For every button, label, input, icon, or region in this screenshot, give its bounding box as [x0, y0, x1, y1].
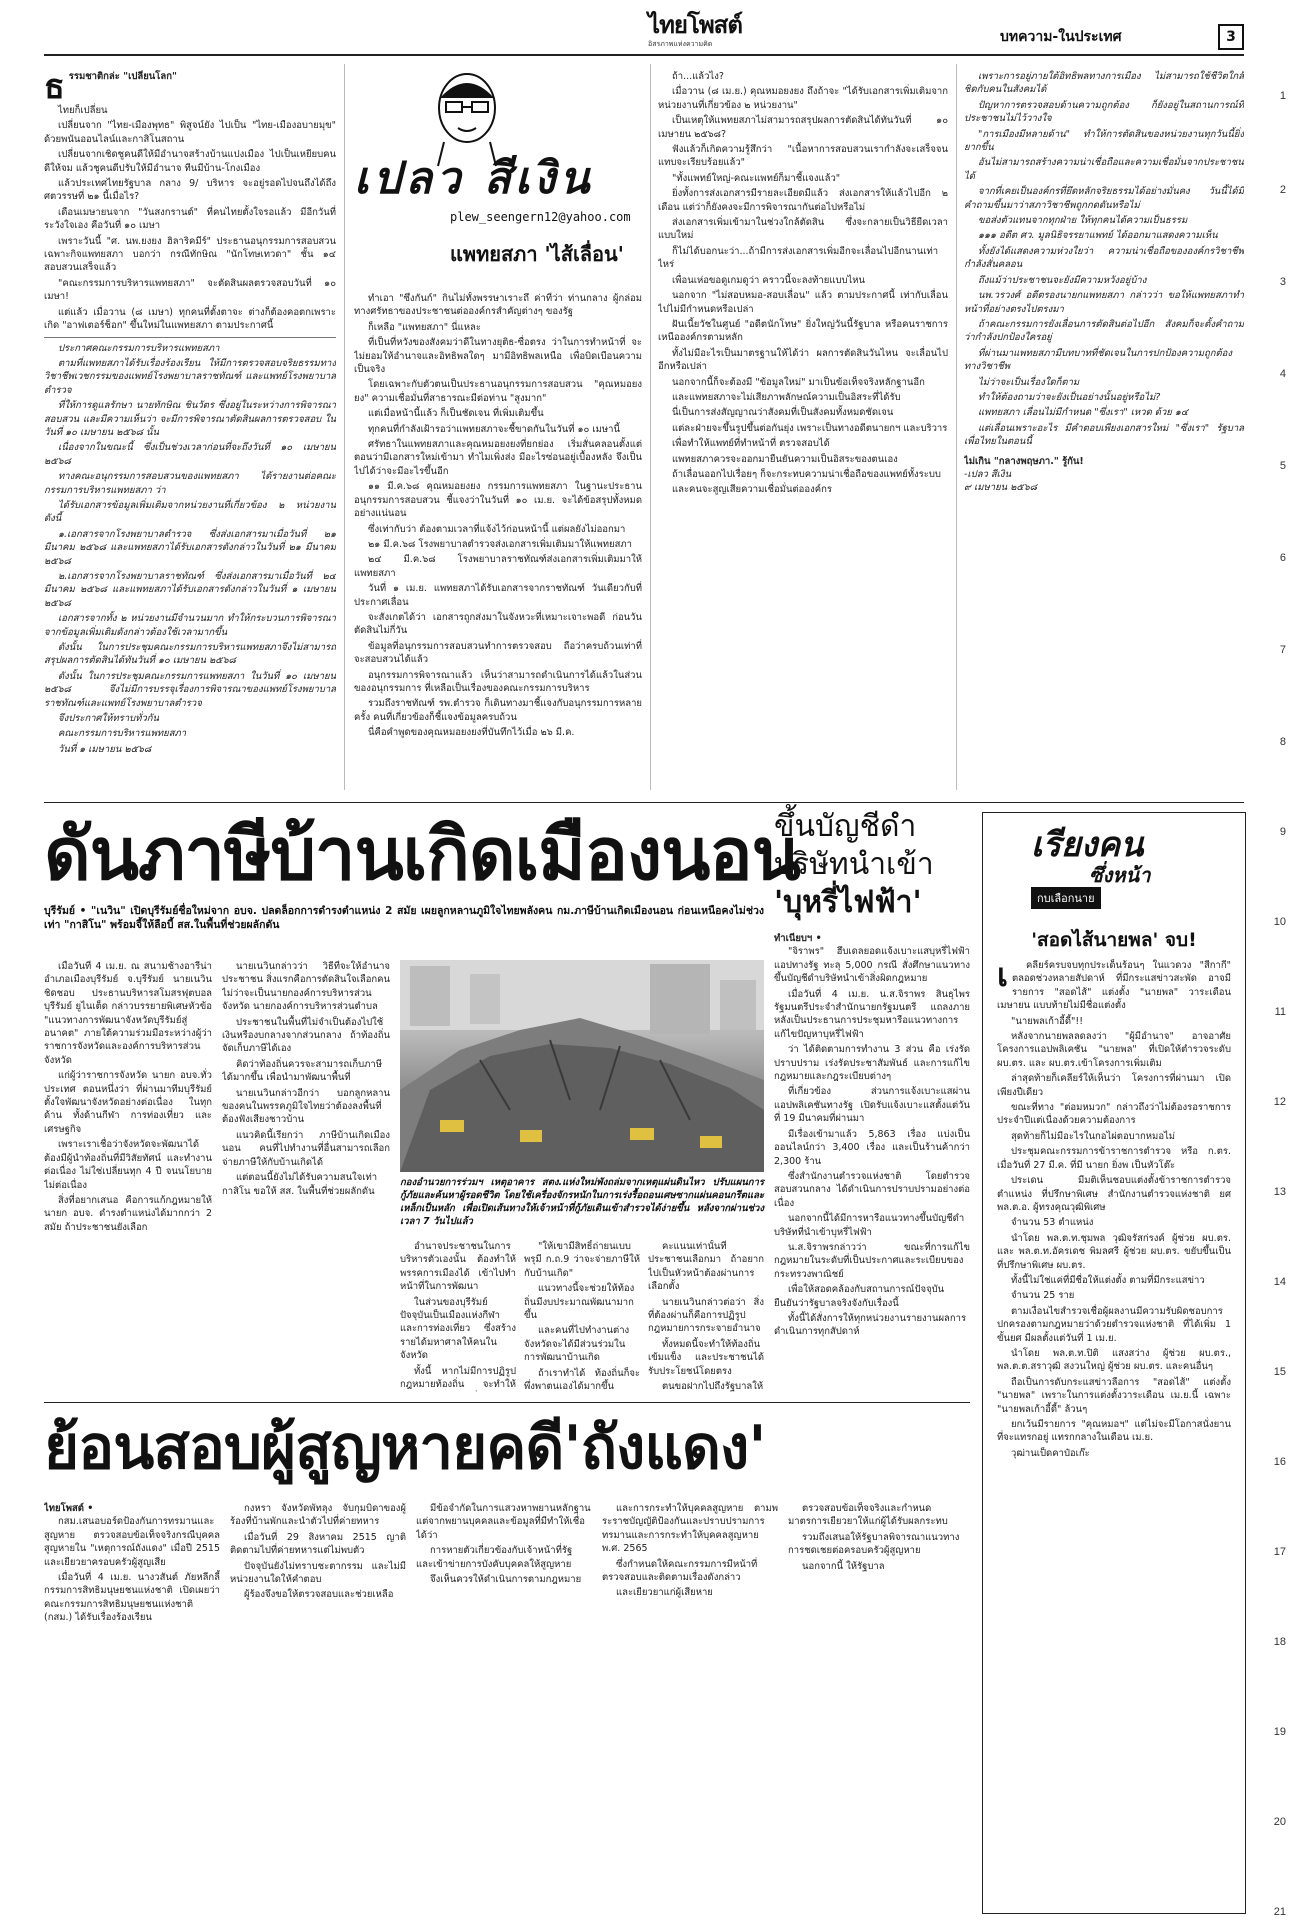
section-rule-2 [44, 1402, 970, 1403]
paragraph: ๒๑ มี.ค.๖๘ โรงพยาบาลตำรวจส่งเอกสารเพิ่มเติมมาให้แพทยสภา [368, 538, 632, 550]
paragraph: โดยเฉพาะกับตัวตนเป็นประธานอนุกรรมการสอบสวน "คุณหมอยงยง" ความเชื่อมั่นที่สาธารณะมีต่อท่าน "สูงมาก" [354, 379, 642, 404]
paragraph: และคนที่ไปทำงานต่างจังหวัดจะได้มีส่วนร่วมในการพัฒนาบ้านเกิด [524, 1325, 630, 1364]
paragraph: ทำเอา "ซึ่งกันก์" กินไม่ทั้งพรรษาเราะถึ ค่าที่ว่า ท่านกลาง ผู้กล่อมทางศรัทธาของประชาชนต่อองค์กรสำคัญต่างๆ ของรัฐ [354, 293, 642, 318]
paragraph: เมื่อวันที่ 4 เม.ย. นางวสันต์ ภัยหลีกลี้ กรรมการสิทธิมนุษยชนแห่งชาติ เปิดเผยว่า คณะกรรมการสิทธิมนุษยชนแห่งชาติ (กสม.) ได้รับเรื่องร้องเรียน [44, 1572, 220, 1624]
paragraph: ทั้งนี้ไม่ใช่แค่ที่มีชื่อให้แต่งตั้ง ตามที่มีกระแสข่าว [1011, 1274, 1205, 1286]
paragraph: วุฒ่านเป็ดคาป๋อเก๊ะ [1011, 1447, 1090, 1459]
section-title: บทความ-ในประเทศ [1000, 29, 1122, 45]
paragraph: ทำให้ต้องถามว่าจะยังเป็นอย่างนั้นอยู่หรือไม่? [978, 391, 1161, 403]
paragraph: "จิราพร" ฮึบเดลยอดแจ้งเบาะแสบุหรี่ไฟฟ้า แอปทางรัฐ ทะลุ 5,000 กรณี สั่งศึกษาแนวทางขึ้นบัญชีดำบริษัทนำเข้าสิ่งผิดกฎหมาย [774, 946, 970, 985]
paragraph: ประกาศคณะกรรมการบริหารแพทยสภา [58, 342, 220, 354]
paragraph: ก็เหลือ "แพทยสภา" นี่แหละ [368, 321, 481, 333]
paragraph: นำโดย พล.ต.ท.ปิติ แสงสว่าง ผู้ช่วย ผบ.ตร., พล.ต.ต.สราวุฒิ สงวนใหญ่ ผู้ช่วย ผบ.ตร. และคนอื่นๆ [997, 1347, 1231, 1373]
column-col-2 [354, 292, 642, 790]
paragraph: อนุกรรมการพิจารณาแล้ว เห็นว่าสามารถดำเนินการได้แล้วในส่วนของอนุกรรมการ ที่เหลือเป็นเรื่องของคณะกรรมการบริหาร [354, 669, 642, 694]
paragraph: ซึ่งเท่ากับว่า ต้องตามเวลาที่แจ้งไว้ก่อนหน้านี้ แต่ผลยังไม่ออกมา [368, 523, 626, 535]
paragraph: เอกสารจากทั้ง ๒ หน่วยงานมีจำนวนมาก ทำให้กระบวนการพิจารณาจากข้อมูลเพิ่มเติมดังกล่าวต้องใช้เวลามากขึ้น [44, 613, 336, 638]
signoff-line-2: -เปลว สีเงิน [964, 468, 1012, 480]
logo-text: ไทยโพสต์ [648, 10, 742, 39]
paragraph: ๑๑๑ อดีต ศว. มูลนิธิจรรยาแพทย์ ได้ออกมาแสดงความเห็น [978, 230, 1218, 242]
paragraph: ตามที่แพทยสภาได้รับเรื่องร้องเรียน ให้มีการตรวจสอบจริยธรรมทางวิชาชีพเวชกรรมของแพทย์โรงพยาบาลราชทัณฑ์ และแพทย์โรงพยาบาลตำรวจ [44, 357, 336, 396]
paragraph: เพราะวันนี้ "ศ. นพ.ยงยง ฮิลาริคมีร์" ประธานอนุกรรมการสอบสวนเฉพาะกิจแพทยสภา บอกว่า กรณีทักษิณ "นักโทษเทวดา" ชั้น ๑๔ สอบสวนเสร็จแล้ว [44, 235, 336, 274]
story1-col-3 [400, 1240, 516, 1392]
signoff-line-1: ไม่เกิน "กลางพฤษภา." รู้กัน! [964, 455, 1084, 467]
paragraph: รวมถึงราชทัณฑ์ รพ.ตำรวจ ก็เดินทางมาชี้แจงกับอนุกรรมการหลายครั้ง คนที่เกี่ยวข้องก็ชี้แจงข้อมูลครบถ้วน [354, 698, 642, 723]
story2-headline-2: บริษัทนำเข้า [774, 847, 934, 882]
paragraph: "ให้เขามีสิทธิ์ถ่ายนเบบพรุมี ก.ถ.9 ว่าจะจ่ายภาษีให้กับบ้านเกิด" [524, 1241, 640, 1279]
paragraph: อันไม่สามารถสร้างความน่าเชื่อถือและความเชื่อมั่นจากประชาชนได้ [964, 157, 1244, 182]
announcement-divider [44, 337, 336, 338]
columnist-email: plew_seengern12@yahoo.com [450, 210, 631, 224]
paragraph: จากที่เคยเป็นองค์กรที่ยึดหลักจริยธรรมได้อย่างมั่นคง วันนี้ได้มีคำถามขึ้นมาว่าสภาวิชาชีพถูกกดดันหรือไม่ [964, 186, 1244, 211]
paragraph: ทั้งนี้ได้สั่งการให้ทุกหน่วยงานรายงานผลการดำเนินการทุกสัปดาห์ [774, 1312, 967, 1338]
paragraph: ในส่วนของบุรีรัมย์ ปัจจุบันเป็นเมืองแห่งกีฬา และการท่องเที่ยว ซึ่งสร้างรายได้มหาศาลให้คนในจังหวัด [400, 1296, 516, 1362]
story1-headline: ดันภาษีบ้านเกิดเมืองนอน [44, 812, 800, 896]
story2-headline-1: ขึ้นบัญชีดำ [774, 809, 917, 844]
photo-caption: กองอำนวยการร่วมฯ เหตุอาคาร สตง.แห่งใหม่พังถล่มจากเหตุแผ่นดินไหว ปรับแผนการกู้ภัยและค้นหาผู้รอดชีวิต โดยใช้เครื่องจักรหนักในการเร่งรื้อถอนเศษซากแผ่นคอนกรีตและเหล็กเป็นหลัก เพื่อเปิดเส้นทางให้เจ้าหน้าที่กู้ภัยเดินเข้าสำรวจได้ง่ายขึ้น หลังจากผ่านช่วงเวลา 7 วันไปแล้ว [400, 1177, 764, 1227]
column-col-1-paragraphs [44, 104, 336, 333]
sidebar-logo-main: เรียงคน [1031, 825, 1144, 865]
paragraph: ว่า ได้ติดตามการทำงาน 3 ส่วน คือ เร่งรัดปราบปราม เร่งรัดประชาสัมพันธ์ และการแก้ไขกฎหมายและกฎระเบียบต่างๆ [774, 1044, 970, 1083]
paragraph: สุดท้ายก็ไม่มีอะไรในกอไผ่ตอบากหมอไม่ [1011, 1130, 1176, 1142]
paragraph: ไม่ว่าจะเป็นเรื่องใดก็ตาม [978, 376, 1080, 388]
paragraph: ที่เกี่ยวข้อง ส่วนการแจ้งเบาะแสผ่านแอปพลิเคชันทางรัฐ เปิดรับแจ้งเบาะแสตั้งแต่วันที่ 19 มีนาคมที่ผ่านมา [774, 1086, 970, 1125]
story2-body [774, 932, 970, 1392]
column-title: แพทยสภา 'ไส้เลื่อน' [450, 242, 624, 266]
column-drop-cap: ธ [44, 70, 65, 104]
announcement-paragraphs [44, 342, 336, 757]
section-rule-1 [44, 802, 1244, 803]
paragraph: นี่คือคำพูดของคุณหมอยงยงที่บันทึกไว้เมื่อ ๒๖ มี.ค. [368, 727, 575, 739]
paragraph: วันที่ ๑ เมษายน ๒๕๖๘ [58, 743, 152, 755]
logo [648, 12, 788, 52]
paragraph: ยิ่งทั้งการส่งเอกสารมีรายละเอียดมีแล้ว ส่งเอกสารให้แล้วไปอีก ๒ เดือน แต่ว่าก็ยังคงจะมีการพิจารณากันต่อไปหรือไม่ [658, 188, 948, 213]
story-e-cigarette [774, 808, 970, 1398]
paragraph: ที่ให้การดูแลรักษา นายทักษิณ ชินวัตร ซึ่งอยู่ในระหว่างการพิจารณาสอบสวน และมีความเห็นว่า จะมีการพิจารณาตัดสินผลการตรวจสอบ ในวันที่ ๑๐ เมษายน ๒๕๖๘ นั้น [44, 400, 336, 438]
paragraph: กสม.เสนอบอร์ดป้องกันการทรมานและสูญหาย ตรวจสอบข้อเท็จจริงกรณีบุคคลสูญหายใน "เหตุการณ์ถังแดง" เมื่อปี 2515 และเยียวยาครอบครัวผู้สูญเสีย [44, 1516, 220, 1568]
story1-col-1 [44, 960, 212, 1392]
story3-col-5 [788, 1502, 970, 1906]
paragraph: "คณะกรรมการบริหารแพทยสภา" จะตัดสินผลตรวจสอบวันที่ ๑๐ เมษา! [44, 277, 336, 303]
paragraph: เพื่อทำให้แพทย์ที่ทำหน้าที่ ตรวจสอบได้ [672, 438, 830, 450]
paragraph: ทุกคนที่กำลังเฝ้ารอว่าแพทยสภาจะชี้ขาดกันในวันที่ ๑๐ เมษานี้ [368, 423, 620, 435]
column-lead-row [44, 70, 336, 104]
paragraph: แต่เลื่อนเพราะอะไร มีคำตอบเพียงเอกสารใหม่ "ซึ่งเรา" รัฐบาลเพื่อไทยในตอนนี้ [964, 422, 1244, 448]
collapse-site-photo [400, 960, 764, 1172]
paragraph: ปัญหาการตรวจสอบด้านความถูกต้อง ก็ยังอยู่ในสถานการณ์ที่ประชาชนไม่ไว้วางใจ [964, 99, 1244, 125]
paragraph: คลียร์ครบจบทุกประเด็นร้อนๆ ในแวดวง "สีกากี" ตลอดช่วงหลายสัปดาห์ ที่มีกระแสข่าวสะพัด อาจมีรายการ "สอดไส้" แต่งตั้ง "นายพล" วาระเดือนเมษายน แบบท้ายไม่มีชื่อแต่งตั้ง [997, 960, 1231, 1012]
collapsed-building-image [400, 960, 764, 1172]
paragraph: คิดว่าท้องถิ่นควรจะสามารถเก็บภาษีได้มากขึ้น เพื่อนำมาพัฒนาพื้นที่ [222, 1058, 382, 1084]
paragraph: ประเดน มีมติเห็นชอบแต่งตั้งข้าราชการตำรวจ ตำแหน่ง ที่ปรึกษาพิเศษ สำนักงานตำรวจแห่งชาติ ยศ พล.ต.อ. ผู้ทรงคุณวุฒิพิเศษ [997, 1175, 1231, 1213]
paragraph: กงหรา จังหวัดพัทลุง จับกุมบิดาของผู้ร้องที่บ้านพักและนำตัวไปที่ค่ายทหาร [230, 1503, 406, 1528]
paragraph: ๒.เอกสารจากโรงพยาบาลราชทัณฑ์ ซึ่งส่งเอกสารมาเมื่อวันที่ ๒๔ มีนาคม ๒๕๖๘ และแพทยสภาได้รับเอกสารดังกล่าวในวันที่ ๑ เมษายน ๒๕๖๘ [44, 571, 336, 609]
paragraph: แนวทางนี้จะช่วยให้ท้องถิ่นมีงบประมาณพัฒนามากขึ้น [524, 1283, 635, 1322]
column-signoff [964, 455, 1244, 495]
paragraph: นพ.วรวงศ์ อดีตรองนายกแพทยสภา กล่าวว่า ขอให้แพทยสภาทำหน้าที่อย่างตรงไปตรงมา [964, 290, 1244, 315]
paragraph: หลังจากนายพลลดลงว่า "ผู้มีอำนาจ" อาจอาศัยโครงการแอปพลิเคชัน "นายพล" ที่เปิดให้ตำรวจระดับ ผบ.ตร. และ ผบ.ตร.เข้าโครงการเพิ่มเติม [997, 1031, 1231, 1069]
paragraph: แพทยสภาควรจะออกมายืนยันความเป็นอิสระของตนเอง [672, 453, 898, 465]
column-logo-box [354, 68, 642, 278]
paragraph: ดังนั้น ในการประชุมคณะกรรมการแพทยสภา ในวันที่ ๑๐ เมษายน ๒๕๖๘ จึงไม่มีการบรรจุเรื่องการพิจารณาของแพทย์โรงพยาบาลราชทัณฑ์และแพทย์โรงพยาบาลตำรวจ [44, 670, 336, 709]
paragraph: เป็นเหตุให้แพทยสภาไม่สามารถสรุปผลการตัดสินได้ทันวันที่ ๑๐ เมษายน ๒๕๖๘? [658, 115, 948, 140]
paragraph: ถ้าคณะกรรมการยังเลื่อนการตัดสินต่อไปอีก สังคมก็จะตั้งคำถามว่ากำลังปกป้องใครอยู่ [964, 318, 1244, 344]
paragraph: "การเมืองมีหลายด้าน" ทำให้การตัดสินของหน่วยงานทุกวันนี้ยิ่งยากขึ้น [964, 128, 1244, 154]
paragraph: ถ้า...แล้วไง? [672, 71, 724, 82]
paragraph: และการกระทำให้บุคคลสูญหาย ตามพระราชบัญญัติป้องกันและปราบปรามการทรมานและการกระทำให้บุคคลสูญหาย พ.ศ. 2565 [602, 1503, 778, 1555]
story3-dateline: ไทยโพสต์ • [44, 1503, 94, 1514]
paragraph: ส่งเอกสารเพิ่มเข้ามาในช่วงใกล้ตัดสิน ซึ่งจะกลายเป็นวิธียืดเวลาแบบใหม่ [658, 217, 948, 242]
paragraph: ขณะที่ทาง "ต่อมหมวก" กล่าวถึงว่าไม่ต้องรอราชการประจำปีแต่เนื่องด้วยความต้องการ [997, 1102, 1231, 1127]
story3-col-1 [44, 1502, 220, 1906]
story-red-barrel [44, 1406, 970, 1912]
paragraph: เนื่องจากในขณะนี้ ซึ่งเป็นช่วงเวลาก่อนที่จะถึงวันที่ ๑๐ เมษายน ๒๕๖๘ [44, 442, 336, 467]
paragraph: นายเนวินกล่าวต่อว่า สิ่งที่ต้องผ่านก็คือการปฏิรูปกฎหมายการกระจายอำนาจ [648, 1296, 764, 1335]
page-number: 3 [1226, 29, 1236, 45]
paragraph: จึงประกาศให้ทราบทั่วกัน [58, 713, 160, 725]
paragraph: น.ส.จิราพรกล่าวว่า ขณะที่การแก้ไขกฎหมายในระดับที่เป็นประกาศและระเบียบของกระทรวงพาณิชย์ [774, 1241, 970, 1280]
story1-col-5 [648, 1240, 764, 1392]
paragraph: ทั้งหมดนี้จะทำให้ท้องถิ่นเข้มแข็ง และประชาชนได้รับประโยชน์โดยตรง [648, 1338, 764, 1377]
sidebar-police-column [982, 812, 1246, 1914]
sidebar-logo-label: กบเลือกนาย [1031, 887, 1101, 909]
story2-dateline: ทำเนียบฯ • [774, 933, 822, 944]
logo-tagline: อิสรภาพแห่งความคิด [648, 40, 713, 48]
paragraph: แต่แล้ว เมื่อวาน (๘ เมษา) ทุกคนที่ตั้งตาจะ ต่างก็ต้องคอตกเพราะเกิด "อาฟเตอร์ช็อก" ขึ้นใหม่ในแพทยสภา ตามประกาศนี้ [44, 306, 336, 332]
paragraph: การหายตัวเกี่ยวข้องกับเจ้าหน้าที่รัฐ และเข้าข่ายการบังคับบุคคลให้สูญหาย [416, 1545, 573, 1570]
story2-headline-3: 'บุหรี่ไฟฟ้า' [774, 885, 922, 920]
paragraph: เปลี่ยนจาก "ไทย-เมืองพุทธ" พิสูจน์ยัง ไปเป็น "ไทย-เมืองอบายมุข" ด้วยพนันออนไลน์และกาสิโนสถาน [44, 120, 336, 145]
paragraph: เมื่อวันที่ 4 เม.ย. ณ สนามช้างอารีน่า อำเภอเมืองบุรีรัมย์ จ.บุรีรัมย์ นายเนวิน ชิดชอบ ประธานบริหารสโมสรฟุตบอลบุรีรัมย์ ยูไนเต็ด กล่าวบรรยายพิเศษหัวข้อ "แนวทางการพัฒนาจังหวัดบุรีรัมย์สู่อนาคต" ภายใต้ความร่วมมือระหว่างผู้ว่าราชการจังหวัดและองค์การบริหารส่วนจังหวัด [44, 961, 212, 1066]
paragraph: นำโดย พล.ต.ท.ชุมพล วุฒิจรัสก่รงค์ ผู้ช่วย ผบ.ตร. และ พล.ต.ท.อัครเดช พิมลศรี ผู้ช่วย ผบ.ตร. ขยับขึ้นเป็น ที่ปรึกษาพิเศษ ผบ.ตร. [997, 1232, 1231, 1271]
masthead-rule [44, 54, 1244, 56]
paragraph: นายเนวินกล่าวอีกว่า บอกลูกหลานของคนในพรรคภูมิใจไทยว่าต้องลงพื้นที่ ต้องฟังเสียงชาวบ้าน [222, 1087, 390, 1126]
paragraph: ยกเว้นมีรายการ "คุณหมอฯ" แต่ไม่จะมีโอกาสนั่งยาน ที่จะแทรกอยู่ แทรกกลางในเดือน เม.ย. [997, 1419, 1231, 1444]
paragraph: แก่ผู้ว่าราชการจังหวัด นายก อบจ.ทั่วประเทศ ตอนหนึ่งว่า ที่ผ่านมาทีมบุรีรัมย์ตั้งใจพัฒนาจังหวัดอย่างต่อเนื่อง ในทุกด้าน ทั้งด้านกีฬา การท่องเที่ยว และเศรษฐกิจ [44, 1070, 212, 1135]
paragraph: นอกจากนี้ ให้รัฐบาล [802, 1560, 885, 1572]
paragraph: ดังนั้น ในการประชุมคณะกรรมการบริหารแพทยสภาจึงไม่สามารถสรุปผลการตัดสินได้ทันวันที่ ๑๐ เมษายน ๒๕๖๘ [44, 642, 336, 667]
paragraph: จึงเห็นควรให้ดำเนินการตามกฎหมาย [430, 1574, 582, 1586]
sidebar-logo-sub: ซึ่งหน้า [1089, 863, 1151, 887]
paragraph: ประชุมคณะกรรมการข้าราชการตำรวจ หรือ ก.ตร. เมื่อวันที่ 27 มี.ค. ที่มี นายก ยิ่งพ เป็นหัวโต๊ะ [997, 1146, 1231, 1171]
column-col-3 [658, 70, 948, 790]
paragraph: ขอส่งตัวแทนจากทุกฝ่าย ให้ทุกคนได้ความเป็นธรรม [978, 215, 1188, 227]
paragraph: จำนวน 25 ราย [1011, 1290, 1075, 1302]
story3-col-3 [416, 1502, 592, 1906]
paragraph: คณะกรรมการบริหารแพทยสภา [58, 728, 187, 740]
paragraph: ศรัทธาในแพทยสภาและคุณหมอยงยงที่ยกย่อง เริ่มสั่นคลอนตั้งแต่ตอนว่ามีเอกสารใหม่เข้ามา ทำไมเพิ่งส่ง มีอะไรซ่อนอยู่เบื้องหลัง จึงเป็นไปได้ว่าจะมีอะไรขึ้นอีก [354, 439, 642, 477]
paragraph: ทั้งไม่มีอะไรเป็นมาตรฐานให้ได้ว่า ผลการตัดสินวันไหน จะเลื่อนไปอีกหรือเปล่า [658, 347, 948, 373]
paragraph: ได้รับเอกสารข้อมูลเพิ่มเติมจากหน่วยงานที่เกี่ยวข้อง ๒ หน่วยงานดังนี้ [44, 499, 336, 525]
column-col-1 [44, 70, 336, 790]
paragraph: ผู้ร้องจึงขอให้ตรวจสอบและช่วยเหลือ [244, 1589, 394, 1601]
paragraph: ถือเป็นการดับกระแสข่าวลือการ "สอดไส้" แต่งตั้ง "นายพล" เพราะในการแต่งตั้งวาระเดือน เม.ย.นี้ เฉพาะ "นายพลเก้าอี้ดี้" ล้วนๆ [997, 1376, 1231, 1415]
paragraph: แต่ละฝ่ายจะขึ้นรูปขึ้นต่อกันยุ่ง เพราะเป็นทางอดีตนายกฯ และบริวาร [672, 422, 948, 434]
column-lead: รรมชาติกล่ะ "เปลี่ยนโลก" [68, 71, 177, 82]
column-col-4 [964, 70, 1244, 790]
paragraph: "ทั้งแพทย์ใหญ่-คณะแพทย์ก็มาชี้แจงแล้ว" [672, 172, 841, 184]
paragraph: ฝันเนี้ยวัชในศูนย์ "อดีตนักโทษ" ยิ่งใหญ่วันนี้รัฐบาล หรือคนราชการ เหนือองค์กรตามหลัก [658, 318, 948, 344]
paragraph: ประชาชนในพื้นที่ไม่จำเป็นต้องไปใช้เงินหรืองบกลางจากส่วนกลาง ถ้าท้องถิ่นจัดเก็บภาษีได้เอง [222, 1016, 390, 1055]
paragraph: ๑๑ มี.ค.๖๘ คุณหมอยงยง กรรมการแพทยสภา ในฐานะประธานอนุกรรมการสอบสวน ชี้แจงว่าในวันที่ ๑๐ เม.ย. จะได้ข้อสรุปทั้งหมดอย่างแน่นอน [354, 481, 642, 520]
sidebar-drop-cap: เ [997, 959, 1008, 994]
paragraph: นายเนวินกล่าวว่า วิธีที่จะให้อำนาจประชาชน สิ่งแรกคือการตัดสินใจเลือกคน ไม่ว่าจะเป็นนายกองค์การบริหารส่วนจังหวัด นายกองค์การบริหารส่วนตำบล [222, 961, 390, 1013]
paragraph: เดือนเมษายนจาก "วันสงกรานต์" ที่คนไทยตั้งใจรอแล้ว มีอีกวันที่ระวังใจเอง คือวันที่ ๑๐ เมษา [44, 206, 336, 232]
paragraph: เพื่อให้สอดคล้องกับสถานการณ์ปัจจุบัน ยืนยันว่ารัฐบาลจริงจังกับเรื่องนี้ [774, 1284, 945, 1309]
paragraph: ก็ไม่ได้บอกนะว่า...ถ้ามีการส่งเอกสารเพิ่มอีกจะเลื่อนไปอีกนานเท่าไหร่ [658, 245, 939, 271]
paragraph: ตามเงื่อนไขสำรวจเชื่อผู้ผลงานมีความรับผิดชอบการปกครองตามกฎหมายว่าด้วยตำรวจแห่งชาติ ที่ได้เพิ่ม 1 ขั้นยศ มีผลตั้งแต่วันที่ 1 เม.ย. [997, 1305, 1231, 1344]
signoff-line-3: ๙ เมษายน ๒๕๖๘ [964, 482, 1037, 494]
paragraph: คะแนนเท่านั้นที่ประชาชนเลือกมา ถ้าอยากไปเป็นหัวหน้าต้องผ่านการเลือกตั้ง [648, 1241, 764, 1293]
paragraph: ทั้งนี้ หากไม่มีการปฏิรูปกฎหมายท้องถิ่น จะทำให้ [400, 1365, 516, 1391]
paragraph: ๑.เอกสารจากโรงพยาบาลตำรวจ ซึ่งส่งเอกสารมาเมื่อวันที่ ๒๑ มีนาคม ๒๕๖๘ และแพทยสภาได้รับเอกสารดังกล่าวในวันที่ ๒๑ มีนาคม ๒๕๖๘ [44, 528, 336, 567]
opinion-column [44, 64, 1244, 796]
page-number-box [1218, 24, 1244, 50]
paragraph: เปลี่ยนจากเชิดชูคนดีให้มีอำนาจสร้างบ้านแปงเมือง ไปเป็นเหยียบคนดีให้จม แล้วชูคนดีปรับให้มีอำนาจ ทีนมีบ้าน-โกงเมือง [44, 149, 336, 174]
story1-col-2 [222, 960, 390, 1392]
paragraph: ล่าสุดท้ายก็เคลียร์ให้เห็นว่า โครงการที่ผ่านมา เปิดเพียงปีเดียว [997, 1073, 1231, 1098]
paragraph: ข้อมูลที่อนุกรรมการสอบสวนทำการตรวจสอบ ถือว่าครบถ้วนเท่าที่จะสอบสวนได้แล้ว [354, 640, 642, 666]
paragraph: แต่เมื่อหน้านี้แล้ว ก็เป็นชัดเจน ที่เพิ่มเติมขึ้น [368, 408, 544, 420]
story3-col-2 [230, 1502, 406, 1906]
paragraph: มีเรื่องเข้ามาแล้ว 5,863 เรื่อง แบ่งเป็นออนไลน์กว่า 3,400 เรื่อง และเป็นร้านค้ากว่า 2,300 ร้าน [774, 1128, 970, 1167]
story3-headline: ย้อนสอบผู้สูญหายคดี'ถังแดง' [44, 1413, 766, 1483]
paragraph: ทางคณะอนุกรรมการสอบสวนของแพทยสภา ได้รายงานต่อคณะกรรมการบริหารแพทยสภา ว่า [44, 471, 336, 496]
sidebar-headline: 'สอดไส้นายพล' จบ! [1031, 929, 1197, 951]
story1-lead: บุรีรัมย์ • "เนวิน" เปิดบุรีรัมย์ชื่อใหม่จาก อบจ. ปลดล็อกการดำรงตำแหน่ง 2 สมัย เผยลูกหลานภูมิใจไทยพลังคน กม.ภาษีบ้านเกิดเมืองนอน ก่อนเหนือคงไม่ช่วงเท่า "กาสิโน" พร้อมจี้ให้ลือบี้ สส.ในพื้นที่ช่วยผลักดัน [44, 905, 764, 931]
paragraph: แล้วประเทศไทยรัฐบาล กลาง 9/ บริหาร จะอยู่รอดไปจนถึงได้ถึงศตวรรษที่ ๒๑ นี้เมื่อไร? [44, 178, 336, 203]
paragraph: นอกจาก "ไม่สอบหมอ-สอบเลื่อน" แล้ว ตามประกาศนี้ เท่ากับเลื่อนไปไม่มีกำหนดหรือเปล่า [658, 290, 948, 315]
masthead [0, 0, 1292, 58]
paragraph: จะสังเกตได้ว่า เอกสารถูกส่งมาในจังหวะที่เหมาะเจาะพอดี ก่อนวันตัดสินไม่กี่วัน [354, 611, 642, 637]
paragraph: แนวคิดนี้เรียกว่า ภาษีบ้านเกิดเมืองนอน คนที่ไปทำงานที่อื่นสามารถเลือกจ่ายภาษีให้กับบ้านเกิดได้ [222, 1129, 390, 1168]
paragraph: มีข้อจำกัดในการแสวงหาพยานหลักฐาน แต่จากพยานบุคคลและข้อมูลที่มีทำให้เชื่อได้ว่า [416, 1503, 591, 1541]
paragraph: และเยียวยาแก่ผู้เสียหาย [616, 1587, 713, 1599]
story3-col-4 [602, 1502, 778, 1906]
paragraph: นอกจากนี้ได้มีการหารือแนวทางขึ้นบัญชีดำบริษัทที่นำเข้าบุหรี่ไฟฟ้า [774, 1213, 965, 1238]
paragraph: ตนขอฝากไปถึงรัฐบาลให้ [662, 1381, 764, 1392]
story1-col-4 [524, 1240, 640, 1392]
paragraph: ซึ่งสำนักงานตำรวจแห่งชาติ โดยตำรวจสอบสวนกลาง ได้ดำเนินการปราบปรามอย่างต่อเนื่อง [774, 1170, 970, 1209]
paragraph: เมื่อวันที่ 4 เม.ย. น.ส.จิราพร สินธุไพร รัฐมนตรีประจำสำนักนายกรัฐมนตรี แถลงภายหลังเป็นประธานการประชุมหารือแนวทางการแก้ไขปัญหาบุหรี่ไฟฟ้า [774, 988, 970, 1040]
paragraph: ถ้าเลื่อนออกไปเรื่อยๆ ก็จะกระทบความน่าเชื่อถือของแพทย์ทั้งระบบ [672, 468, 941, 480]
paragraph: ทั้งยังได้แสดงความห่วงใยว่า ความน่าเชื่อถือขององค์กรวิชาชีพกำลังสั่นคลอน [964, 245, 1244, 271]
sidebar-body [997, 959, 1231, 1903]
paragraph: ซึ่งกำหนดให้คณะกรรมการมีหน้าที่ตรวจสอบและติดตามเรื่องดังกล่าว [602, 1558, 758, 1584]
paragraph: ไทยก็เปลี่ยน [58, 105, 108, 116]
paragraph: แต่ตอนนี้ยังไม่ได้รับความสนใจเท่ากาสิโน ขอให้ สส. ในพื้นที่ช่วยผลักดัน [222, 1172, 378, 1197]
paragraph: รวมถึงเสนอให้รัฐบาลพิจารณาแนวทางการชดเชยต่อครอบครัวผู้สูญหาย [788, 1531, 960, 1557]
paragraph: เมื่อวาน (๘ เม.ย.) คุณหมอยงยง ถึงถ้าจะ "ได้รับเอกสารเพิ่มเติมจากหน่วยงานที่เกี่ยวข้อง ๒ หน่วยงาน" [658, 86, 948, 111]
paragraph: ที่ผ่านมาแพทยสภามีบทบาทที่ชัดเจนในการปกป้องความถูกต้องทางวิชาชีพ [964, 347, 1233, 373]
column-logo-text: เปลว สีเงิน [354, 153, 594, 204]
sidebar-logo [1031, 825, 1197, 909]
paragraph: นี่เป็นการส่งสัญญาณว่าสังคมที่เป็นสังคมทั้งหมดชัดเจน [672, 407, 894, 419]
paragraph: ฟังแล้วก็เกิดความรู้สึกว่า "เนื้อหาการสอบสวนเรากำลังจะเสร็จจนแทบจะเรียบร้อยแล้ว" [658, 144, 948, 169]
paragraph: นอกจากนี้ก็จะต้องมี "ข้อมูลใหม่" มาเป็นข้อเท็จจริงหลักฐานอีก [672, 376, 925, 388]
paragraph: และแพทยสภาจะไม่เสียภาพลักษณ์ความเป็นอิสระที่ได้รับ [672, 391, 901, 403]
paragraph: เพราะการอยู่ภายใต้อิทธิพลทางการเมือง ไม่สามารถใช้ชีวิตใกล้ชิดกับคนในสังคมได้ [964, 71, 1244, 96]
paragraph: ถ้าเราทำได้ ท้องถิ่นก็จะพึ่งพาตนเองได้มากขึ้น [524, 1367, 640, 1392]
paragraph: จำนวน 53 ตำแหน่ง [1011, 1217, 1094, 1229]
paragraph: แพทยสภา เลื่อนไม่มีกำหนด "ซึ่งเรา" เหวด ด้วย ๑๔ [978, 407, 1189, 419]
paragraph: เพื่อนเห่อขอดูเกมดูว่า คราวนี้จะลงท้ายแบบไหน [672, 274, 866, 286]
paragraph: ๒๔ มี.ค.๖๘ โรงพยาบาลราชทัณฑ์ส่งเอกสารเพิ่มเติมมาให้แพทยสภา [354, 554, 642, 579]
paragraph: สิ่งที่อยากเสนอ คือการแก้กฎหมายให้ นายก อบจ. ดำรงตำแหน่งได้มากกว่า 2 สมัย ถ้าประชาชนยังเลือก [44, 1194, 212, 1233]
paragraph: วันที่ ๑ เม.ย. แพทยสภาได้รับเอกสารจากราชทัณฑ์ วันเดียวกับที่ประกาศเลื่อน [354, 583, 642, 608]
paragraph: และคนจะสูญเสียความเชื่อมั่นต่อองค์กร [672, 484, 832, 496]
paragraph: ตรวจสอบข้อเท็จจริงและกำหนดมาตรการเยียวยาให้แก่ผู้ได้รับผลกระทบ [788, 1503, 948, 1528]
paragraph: เพราะเราเชื่อว่าจังหวัดจะพัฒนาได้ ต้องมีผู้นำท้องถิ่นที่มีวิสัยทัศน์ และทำงานต่อเนื่อง ไม่ใช่เปลี่ยนทุก 4 ปี จนนโยบายไม่ต่อเนื่อง [44, 1139, 212, 1191]
paragraph: ถึงแม้ว่าประชาชนจะยังมีความหวังอยู่บ้าง [978, 274, 1147, 286]
paragraph: เมื่อวันที่ 29 สิงหาคม 2515 ญาติติดตามไปที่ค่ายทหารแต่ไม่พบตัว [230, 1531, 406, 1557]
paragraph: "นายพลเก้าอี้ดี้"!! [1011, 1015, 1084, 1027]
paragraph: ที่เป็นที่หวังของสังคมว่าดีในทางยุติธ-ซื่อตรง ว่าในการทำหน้าที่ จะไม่ยอมให้อำนาจและอิทธิพลใดๆ มามีอิทธิพลเหนือ เพื่อบิดเบือนความเป็นจริง [354, 337, 642, 376]
paragraph: อำนาจประชาชนในการบริหารตัวเองนั้น ต้องทำให้พรรคการเมืองได้ เข้าไปทำหน้าที่ในการพัฒนา [400, 1241, 516, 1293]
paragraph: ปัจจุบันยังไม่ทราบชะตากรรม และไม่มีหน่วยงานใดให้คำตอบ [230, 1560, 406, 1586]
